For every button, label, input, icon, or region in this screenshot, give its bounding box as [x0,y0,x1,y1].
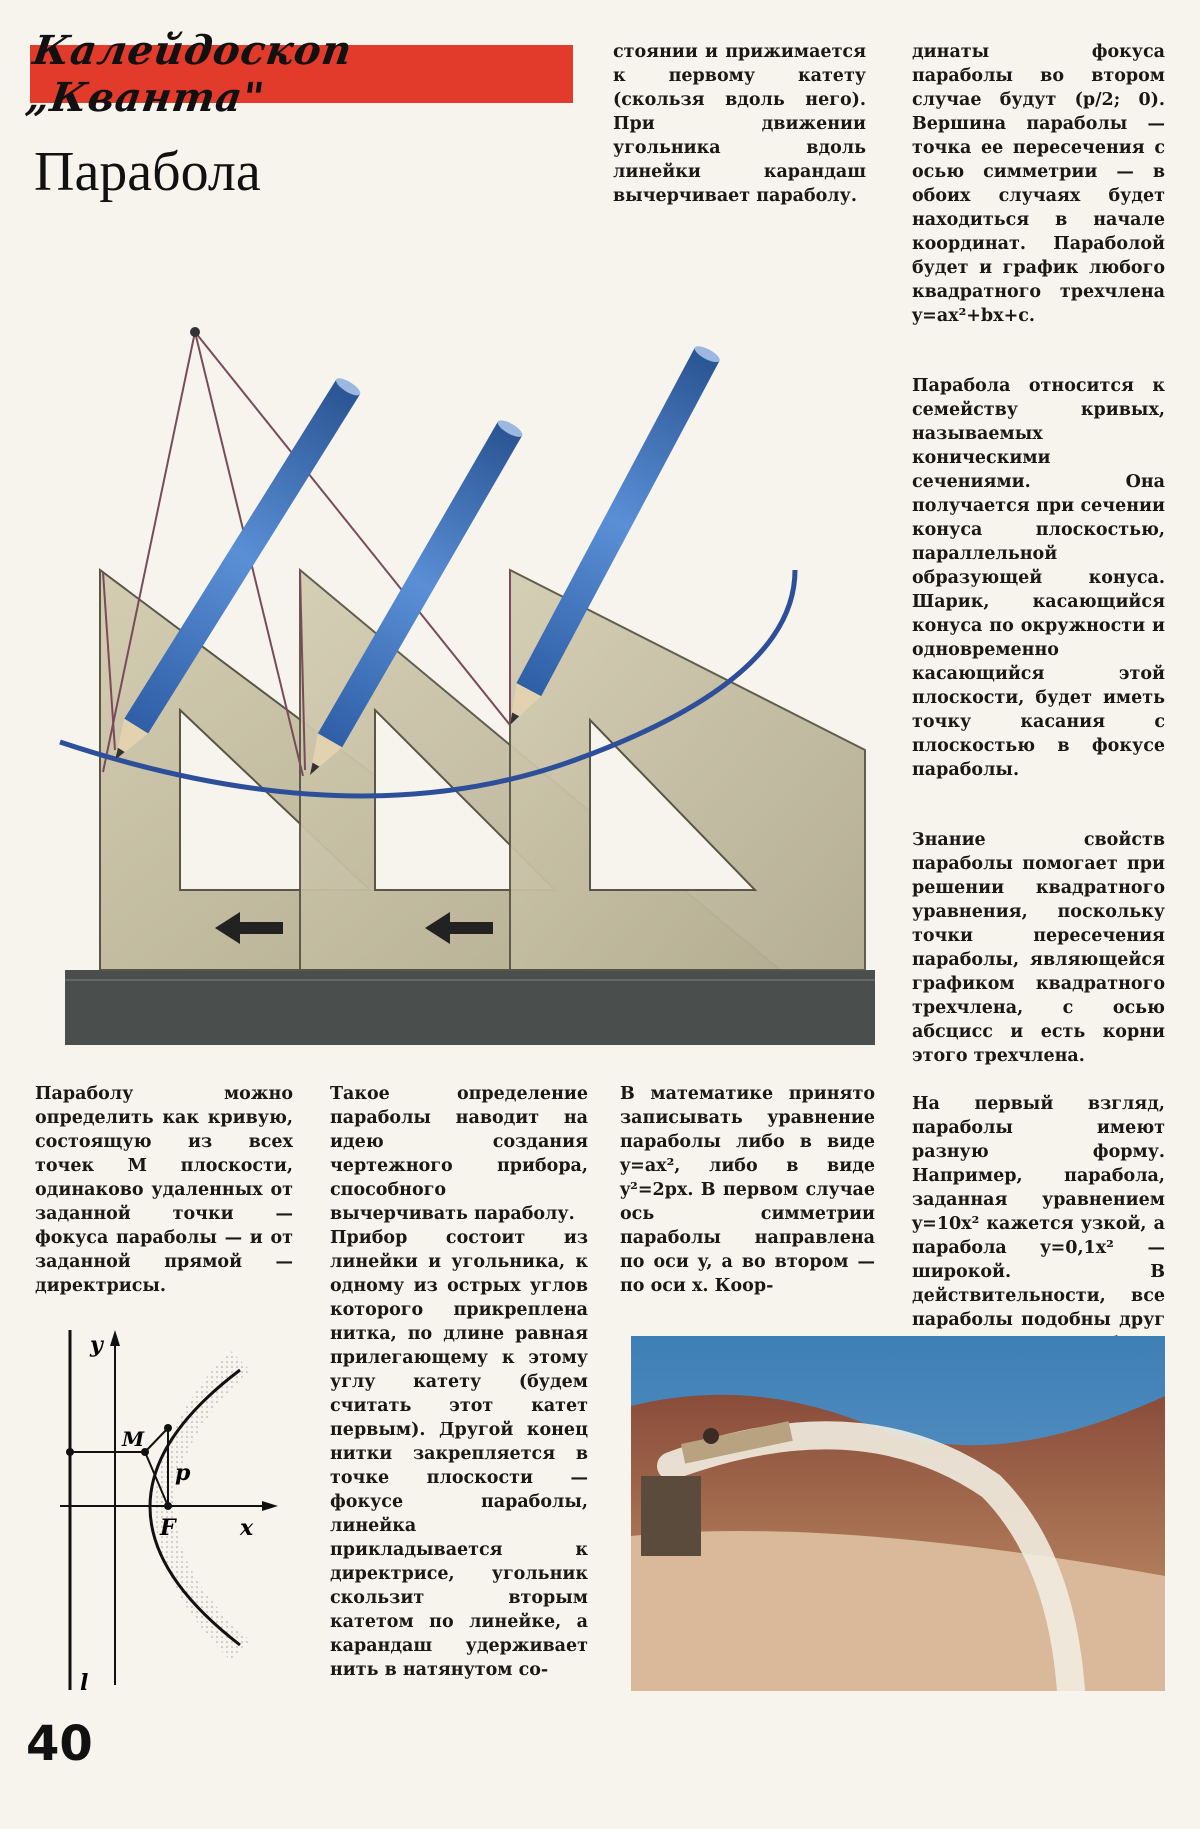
parabola-point [164,1424,172,1432]
paragraph: Прибор состоит из линейки и угольника, к одному из острых углов которого прикреплена нитка, по длине равная прилегающему к этому углу катету (будем считать этот катет первым). Другой конец нитки закрепляется в точке плоскости — фокусе параболы, линейка прикладывается к директрисе, угольник скользит вторым катетом по линейке, а карандаш удерживает нить в натянутом со- [330,1228,588,1680]
rubric-banner [23,27,573,121]
text-column-bottom-2 [330,1082,588,1682]
paragraph: Параболу можно определить как кривую, состоящую из всех точек M плоскости, одинаково удаленных от заданной точки — фокуса параболы — и от заданной прямой — директрисы. [35,1084,293,1296]
label-l: l [80,1670,89,1696]
paragraph: На первый взгляд, параболы имеют разную форму. Например, парабола, заданная уравнением y=10x² кажется узкой, а парабола y=0,1x² — широкой. В действительности, все параболы подобны друг [912,1094,1165,1330]
label-f: F [160,1515,176,1541]
parabola-diagram [40,1330,310,1700]
paragraph: В математике принято записывать уравнение параболы либо в виде y=ax², либо в виде y²=2px. В первом случае ось симметрии параболы направлена по оси y, а во втором — по оси x. Коор- [620,1084,875,1296]
label-m: M [122,1427,145,1451]
water-jet-photo [631,1336,1165,1691]
paragraph: Знание свойств параболы помогает при решении квадратного уравнения, поскольку точки пересечения параболы, являющейся графиком квадратного трехчлена, с осью абсцисс и есть корни этого трехчлена. [912,830,1165,1066]
text-column-top-3 [613,40,866,208]
paragraph: динаты фокуса параболы во втором случае будут (p/2; 0). Вершина параболы — точка ее пересечения с осью симметрии — в обоих случаях будет находиться в начале координат. Параболой будет и график любого квадратного трехчлена y=ax²+bx+c. [912,42,1165,326]
drawing-device-illustration [55,280,875,1045]
label-p: p [175,1460,191,1486]
text-column-bottom-1 [35,1082,293,1298]
label-x: x [240,1515,254,1541]
page-title: Парабола [34,141,261,203]
paragraph: Такое определение параболы наводит на идею создания чертежного прибора, способного вычерчивать параболу. [330,1084,588,1224]
paragraph: стоянии и прижимается к первому катету (скользя вдоль него). При движении угольника вдоль линейки карандаш вычерчивает параболу. [613,42,866,206]
text-column-top-4 [912,40,1165,1380]
page-number: 40 [26,1716,93,1772]
directrix-point [66,1448,74,1456]
text-column-bottom-3 [620,1082,875,1298]
rubric-text: Калейдоскоп „Кванта" [23,27,356,121]
focus-pin [190,327,200,337]
focus-point [164,1502,172,1510]
label-y: y [90,1332,103,1358]
ruler [65,970,875,1045]
paragraph: Парабола относится к семейству кривых, называемых коническими сечениями. Она получается при сечении конуса плоскостью, параллельной образующей конуса. Шарик, касающийся конуса по окружности и одновременно касающийся этой плоскости, будет иметь точку касания с плоскостью в фокусе параболы. [912,376,1165,780]
